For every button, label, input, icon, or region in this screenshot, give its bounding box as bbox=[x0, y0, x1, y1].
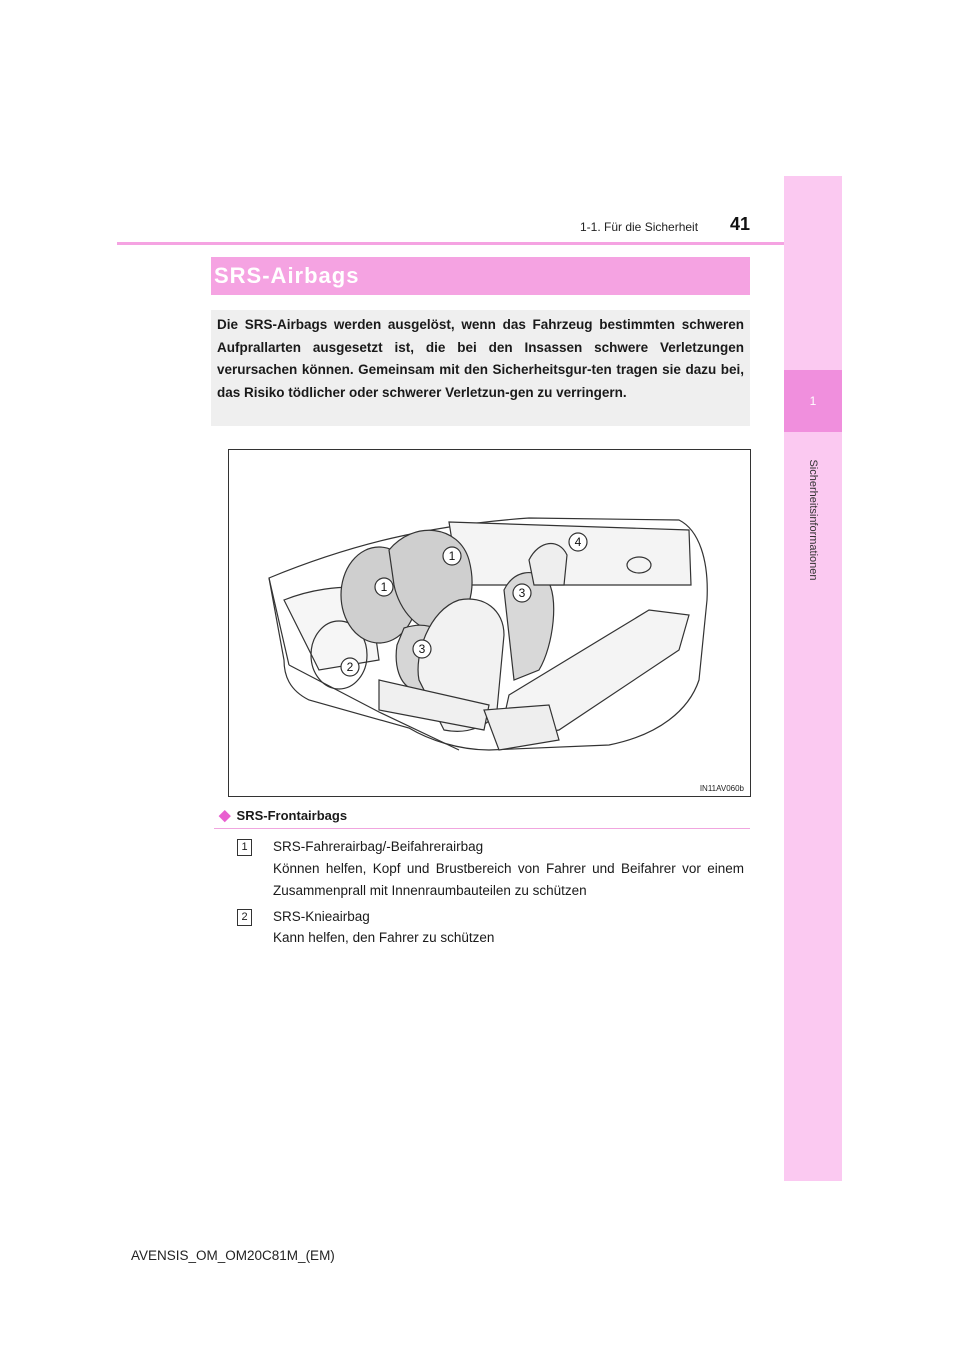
callout-label: 3 bbox=[518, 586, 526, 600]
callout-label: 1 bbox=[380, 580, 388, 594]
item-number-badge: 2 bbox=[237, 909, 252, 926]
section-heading-text: SRS-Frontairbags bbox=[236, 808, 348, 823]
callout-label: 1 bbox=[448, 549, 456, 563]
callout-label: 2 bbox=[346, 660, 354, 674]
chapter-title: Sicherheitsinformationen bbox=[807, 459, 819, 581]
chapter-side-tab bbox=[784, 176, 842, 1181]
callout-label: 3 bbox=[418, 642, 426, 656]
section-breadcrumb: 1-1. Für die Sicherheit bbox=[580, 220, 699, 234]
section-heading bbox=[219, 806, 347, 824]
figure-code: IN11AV060b bbox=[699, 784, 744, 793]
callout-layer bbox=[229, 450, 750, 796]
item-title: SRS-Knieairbag bbox=[273, 909, 370, 924]
item-description: Kann helfen, den Fahrer zu schützen bbox=[273, 930, 495, 945]
airbag-illustration bbox=[228, 449, 751, 797]
item-title: SRS-Fahrerairbag/-Beifahrerairbag bbox=[273, 839, 484, 854]
page-number: 41 bbox=[730, 214, 751, 234]
header-divider bbox=[117, 242, 784, 245]
intro-text: Die SRS-Airbags werden ausgelöst, wenn das Fahrzeug bestimmten schweren Aufprallarten ausgesetzt ist, die bei den Insassen schwere Verletzungen verursachen können. Gemeinsam mit den Sicherheitsgur-ten tragen sie dazu bei, das Risiko tödlicher oder schwerer Verletzun-gen zu verringern. bbox=[217, 317, 744, 400]
item-number-badge: 1 bbox=[237, 839, 252, 856]
page-title: SRS-Airbags bbox=[214, 263, 360, 288]
section-divider bbox=[214, 828, 750, 829]
callout-label: 4 bbox=[574, 535, 582, 549]
diamond-bullet-icon: ◆ bbox=[219, 807, 231, 824]
chapter-number: 1 bbox=[784, 370, 842, 432]
document-footer-code: AVENSIS_OM_OM20C81M_(EM) bbox=[131, 1248, 335, 1263]
item-description: Können helfen, Kopf und Brustbereich von Fahrer und Beifahrer vor einem Zusammenprall mit Innenraumbauteilen zu schützen bbox=[273, 861, 744, 898]
